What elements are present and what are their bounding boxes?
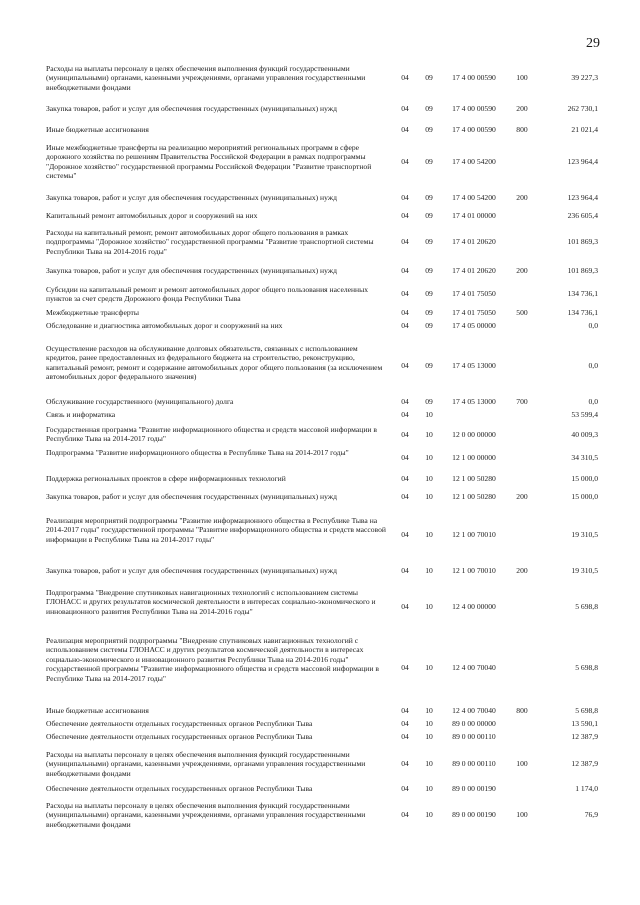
row-section: 04	[401, 410, 409, 419]
row-amount: 134 736,1	[567, 289, 598, 298]
row-name: Обслуживание государственного (муниципального) долга	[46, 397, 234, 406]
row-amount: 236 605,4	[567, 211, 598, 220]
row-name: Иные бюджетные ассигнования	[46, 125, 149, 134]
row-name: Капитальный ремонт автомобильных дорог и сооружений на них	[46, 211, 258, 220]
row-section: 04	[401, 125, 409, 134]
row-target-article: 89 0 00 00190	[452, 810, 496, 819]
row-section: 04	[401, 810, 409, 819]
row-target-article: 12 1 00 70010	[452, 530, 496, 539]
row-amount: 12 387,9	[571, 732, 598, 741]
row-name: Связь и информатика	[46, 410, 116, 419]
row-target-article: 17 4 01 75050	[452, 289, 496, 298]
row-subsection: 09	[425, 308, 433, 317]
row-amount: 5 698,8	[575, 663, 598, 672]
row-amount: 21 021,4	[571, 125, 598, 134]
row-amount: 39 227,3	[571, 73, 598, 82]
row-amount: 134 736,1	[567, 308, 598, 317]
row-amount: 34 310,5	[571, 453, 598, 462]
row-name: Субсидии на капитальный ремонт и ремонт автомобильных дорог общего пользования населенных пунктов за счет средств Дорожного фонда Республики Тыва	[46, 285, 368, 304]
row-target-article: 17 4 01 20620	[452, 237, 496, 246]
row-subsection: 10	[425, 759, 433, 768]
row-section: 04	[401, 602, 409, 611]
row-name: Обеспечение деятельности отдельных государственных органов Республики Тыва	[46, 732, 313, 741]
row-section: 04	[401, 732, 409, 741]
row-section: 04	[401, 321, 409, 330]
row-name: Иные межбюджетные трансферты на реализацию мероприятий региональных программ в сфере дорожного хозяйства по решениям Правительства Российской Федерации в рамках подпрограммы "Дорожное хозяйство" государственной программы Российской Федерации "Развитие транспортной системы"	[46, 143, 372, 181]
row-amount: 1 174,0	[575, 784, 598, 793]
row-expense-type: 200	[516, 193, 528, 202]
row-amount: 76,9	[584, 810, 598, 819]
row-amount: 0,0	[588, 321, 598, 330]
row-subsection: 09	[425, 397, 433, 406]
row-name: Межбюджетные трансферты	[46, 308, 139, 317]
row-name: Реализация мероприятий подпрограммы "Внедрение спутниковых навигационных технологий с использованием системы ГЛОНАСС и других результатов космической деятельности в интересах социально-экономического и инновационного развития Республики Тыва на 2014-2016 годы" государственной программы "Развитие информационного общества и средств массовой информации в Республике Тыва на 2014-2017 годы"	[46, 636, 379, 683]
row-name: Подпрограмма "Внедрение спутниковых навигационных технологий с использованием системы ГЛОНАСС и других результатов космической деятельности в интересах социально-экономического и инновационного развития Республики Тыва на 2014-2016 годы"	[46, 588, 376, 616]
row-subsection: 10	[425, 810, 433, 819]
row-section: 04	[401, 308, 409, 317]
row-amount: 5 698,8	[575, 602, 598, 611]
row-section: 04	[401, 719, 409, 728]
row-subsection: 09	[425, 104, 433, 113]
row-subsection: 10	[425, 602, 433, 611]
row-expense-type: 800	[516, 125, 528, 134]
row-amount: 13 590,1	[571, 719, 598, 728]
row-expense-type: 500	[516, 308, 528, 317]
row-expense-type: 700	[516, 397, 528, 406]
row-name: Расходы на выплаты персоналу в целях обеспечения выполнения функций государственными (муниципальными) органами, казенными учреждениями, органами управления государственными внебюджетными фондами	[46, 64, 366, 92]
row-subsection: 09	[425, 361, 433, 370]
row-section: 04	[401, 492, 409, 501]
row-section: 04	[401, 361, 409, 370]
row-name: Закупка товаров, работ и услуг для обеспечения государственных (муниципальных) нужд	[46, 104, 337, 113]
row-name: Обеспечение деятельности отдельных государственных органов Республики Тыва	[46, 719, 313, 728]
row-target-article: 12 4 00 70040	[452, 663, 496, 672]
row-name: Закупка товаров, работ и услуг для обеспечения государственных (муниципальных) нужд	[46, 492, 337, 501]
row-amount: 19 310,5	[571, 530, 598, 539]
row-section: 04	[401, 157, 409, 166]
row-amount: 15 000,0	[571, 492, 598, 501]
row-subsection: 10	[425, 732, 433, 741]
row-subsection: 10	[425, 530, 433, 539]
row-section: 04	[401, 266, 409, 275]
row-subsection: 10	[425, 430, 433, 439]
row-amount: 101 869,3	[567, 237, 598, 246]
row-name: Обеспечение деятельности отдельных государственных органов Республики Тыва	[46, 784, 313, 793]
row-section: 04	[401, 73, 409, 82]
row-name: Закупка товаров, работ и услуг для обеспечения государственных (муниципальных) нужд	[46, 193, 337, 202]
row-expense-type: 200	[516, 104, 528, 113]
row-subsection: 09	[425, 237, 433, 246]
row-target-article: 89 0 00 00110	[452, 759, 496, 768]
row-subsection: 09	[425, 125, 433, 134]
row-amount: 262 730,1	[567, 104, 598, 113]
row-expense-type: 100	[516, 759, 528, 768]
row-subsection: 10	[425, 719, 433, 728]
row-target-article: 89 0 00 00110	[452, 732, 496, 741]
row-target-article: 89 0 00 00190	[452, 784, 496, 793]
row-amount: 5 698,8	[575, 706, 598, 715]
row-target-article: 17 4 00 54200	[452, 193, 496, 202]
row-subsection: 10	[425, 453, 433, 462]
row-expense-type: 800	[516, 706, 528, 715]
row-name: Закупка товаров, работ и услуг для обеспечения государственных (муниципальных) нужд	[46, 566, 337, 575]
row-subsection: 09	[425, 321, 433, 330]
row-section: 04	[401, 474, 409, 483]
row-name: Расходы на выплаты персоналу в целях обеспечения выполнения функций государственными (муниципальными) органами, казенными учреждениями, органами управления государственными внебюджетными фондами	[46, 801, 366, 829]
row-subsection: 10	[425, 410, 433, 419]
row-section: 04	[401, 759, 409, 768]
row-section: 04	[401, 193, 409, 202]
row-subsection: 10	[425, 566, 433, 575]
row-name: Подпрограмма "Развитие информационного общества в Республике Тыва на 2014-2017 годы"	[46, 448, 349, 457]
row-target-article: 17 4 00 00590	[452, 73, 496, 82]
row-subsection: 09	[425, 289, 433, 298]
row-name: Обследование и диагностика автомобильных дорог и сооружений на них	[46, 321, 283, 330]
row-subsection: 10	[425, 663, 433, 672]
row-section: 04	[401, 784, 409, 793]
row-target-article: 17 4 01 00000	[452, 211, 496, 220]
row-amount: 123 964,4	[567, 157, 598, 166]
row-target-article: 89 0 00 00000	[452, 719, 496, 728]
row-amount: 0,0	[588, 397, 598, 406]
row-amount: 101 869,3	[567, 266, 598, 275]
row-amount: 19 310,5	[571, 566, 598, 575]
row-section: 04	[401, 397, 409, 406]
row-expense-type: 200	[516, 266, 528, 275]
row-amount: 12 387,9	[571, 759, 598, 768]
row-amount: 0,0	[588, 361, 598, 370]
row-target-article: 12 0 00 00000	[452, 430, 496, 439]
row-target-article: 12 1 00 70010	[452, 566, 496, 575]
row-subsection: 09	[425, 73, 433, 82]
row-target-article: 17 4 05 00000	[452, 321, 496, 330]
row-target-article: 12 4 00 00000	[452, 602, 496, 611]
row-subsection: 09	[425, 211, 433, 220]
row-expense-type: 200	[516, 492, 528, 501]
row-target-article: 12 4 00 70040	[452, 706, 496, 715]
row-name: Иные бюджетные ассигнования	[46, 706, 149, 715]
row-section: 04	[401, 289, 409, 298]
row-name: Расходы на выплаты персоналу в целях обеспечения выполнения функций государственными (муниципальными) органами, казенными учреждениями, органами управления государственными внебюджетными фондами	[46, 750, 366, 778]
row-target-article: 12 1 00 00000	[452, 453, 496, 462]
row-section: 04	[401, 706, 409, 715]
row-target-article: 17 4 00 00590	[452, 125, 496, 134]
row-target-article: 17 4 01 75050	[452, 308, 496, 317]
row-target-article: 12 1 00 50280	[452, 474, 496, 483]
row-section: 04	[401, 237, 409, 246]
row-section: 04	[401, 566, 409, 575]
row-target-article: 17 4 00 00590	[452, 104, 496, 113]
row-subsection: 10	[425, 474, 433, 483]
row-subsection: 09	[425, 266, 433, 275]
page-number: 29	[586, 36, 600, 51]
row-section: 04	[401, 104, 409, 113]
row-name: Реализация мероприятий подпрограммы "Развитие информационного общества в Республике Тыва на 2014-2017 годы" государственной программы "Развитие информационного общества и средств массовой информации в Республике Тыва на 2014-2017 годы"	[46, 516, 386, 544]
row-expense-type: 100	[516, 810, 528, 819]
row-amount: 123 964,4	[567, 193, 598, 202]
row-name: Поддержка региональных проектов в сфере информационных технологий	[46, 474, 286, 483]
row-amount: 15 000,0	[571, 474, 598, 483]
row-expense-type: 100	[516, 73, 528, 82]
row-name: Закупка товаров, работ и услуг для обеспечения государственных (муниципальных) нужд	[46, 266, 337, 275]
row-section: 04	[401, 530, 409, 539]
row-name: Расходы на капитальный ремонт, ремонт автомобильных дорог общего пользования в рамках подпрограммы "Дорожное хозяйство" государственной программы "Развитие транспортной системы Республики Тыва на 2014-2016 годы"	[46, 228, 374, 256]
row-subsection: 10	[425, 784, 433, 793]
row-subsection: 10	[425, 706, 433, 715]
row-amount: 40 009,3	[571, 430, 598, 439]
row-name: Государственная программа "Развитие информационного общества и средств массовой информации в Республике Тыва на 2014-2017 годы"	[46, 425, 377, 444]
row-target-article: 17 4 05 13000	[452, 397, 496, 406]
row-target-article: 17 4 01 20620	[452, 266, 496, 275]
row-section: 04	[401, 453, 409, 462]
row-section: 04	[401, 430, 409, 439]
row-subsection: 09	[425, 193, 433, 202]
row-expense-type: 200	[516, 566, 528, 575]
row-target-article: 12 1 00 50280	[452, 492, 496, 501]
row-subsection: 09	[425, 157, 433, 166]
row-section: 04	[401, 211, 409, 220]
row-name: Осуществление расходов на обслуживание долговых обязательств, связанных с использованием кредитов, ранее предоставленных из федерального бюджета на строительство, реконструкцию, капитальный ремонт, ремонт и содержание автомобильных дорог общего пользования (за исключением автомобильных дорог федерального значения)	[46, 344, 383, 382]
row-subsection: 10	[425, 492, 433, 501]
row-target-article: 17 4 00 54200	[452, 157, 496, 166]
row-amount: 53 599,4	[571, 410, 598, 419]
row-section: 04	[401, 663, 409, 672]
row-target-article: 17 4 05 13000	[452, 361, 496, 370]
